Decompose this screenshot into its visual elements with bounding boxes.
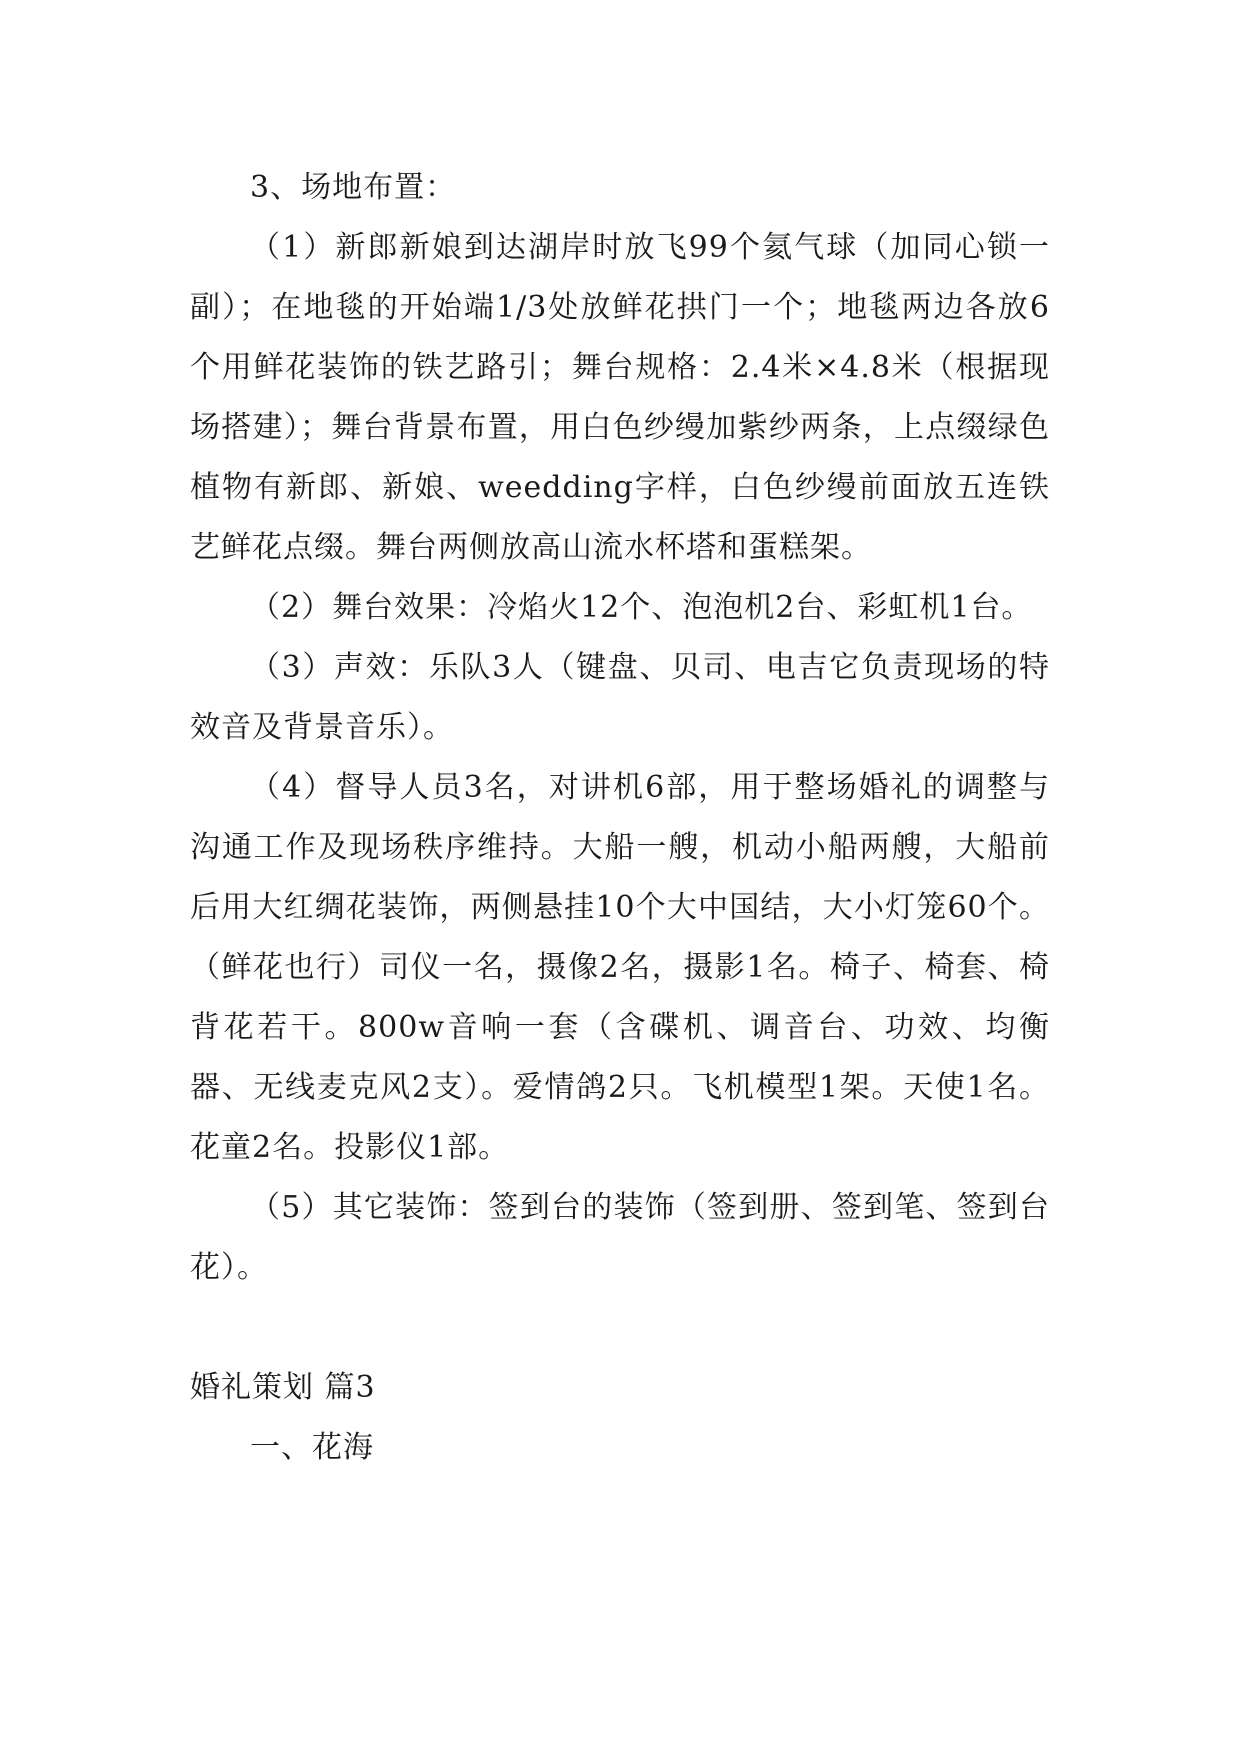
document-body xyxy=(190,158,1050,1478)
paragraph-item-1: （1）新郎新娘到达湖岸时放飞99个氦气球（加同心锁一副）；在地毯的开始端1/3处放鲜花拱门一个；地毯两边各放6个用鲜花装饰的铁艺路引；舞台规格：2.4米×4.8米（根据现场搭建）；舞台背景布置，用白色纱缦加紫纱两条，上点缀绿色植物有新郎、新娘、weedding字样，白色纱缦前面放五连铁艺鲜花点缀。舞台两侧放高山流水杯塔和蛋糕架。 xyxy=(190,230,1050,565)
paragraph-item-2: （2）舞台效果：冷焰火12个、泡泡机2台、彩虹机1台。 xyxy=(250,590,1033,625)
paragraph-item-5: （5）其它装饰：签到台的装饰（签到册、签到笔、签到台花）。 xyxy=(190,1190,1050,1285)
section-first-item: 一、花海 xyxy=(250,1430,374,1465)
section-title: 婚礼策划 篇3 xyxy=(190,1370,376,1405)
paragraph-item-3: （3）声效：乐队3人（键盘、贝司、电吉它负责现场的特效音及背景音乐）。 xyxy=(190,650,1050,745)
paragraph-item-4: （4）督导人员3名，对讲机6部，用于整场婚礼的调整与沟通工作及现场秩序维持。大船一艘，机动小船两艘，大船前后用大红绸花装饰，两侧悬挂10个大中国结，大小灯笼60个。（鲜花也行）司仪一名，摄像2名，摄影1名。椅子、椅套、椅背花若干。800w音响一套（含碟机、调音台、功效、均衡器、无线麦克风2支）。爱情鸽2只。飞机模型1架。天使1名。花童2名。投影仪1部。 xyxy=(190,770,1050,1165)
subheading-venue-setup: 3、场地布置： xyxy=(250,170,457,205)
